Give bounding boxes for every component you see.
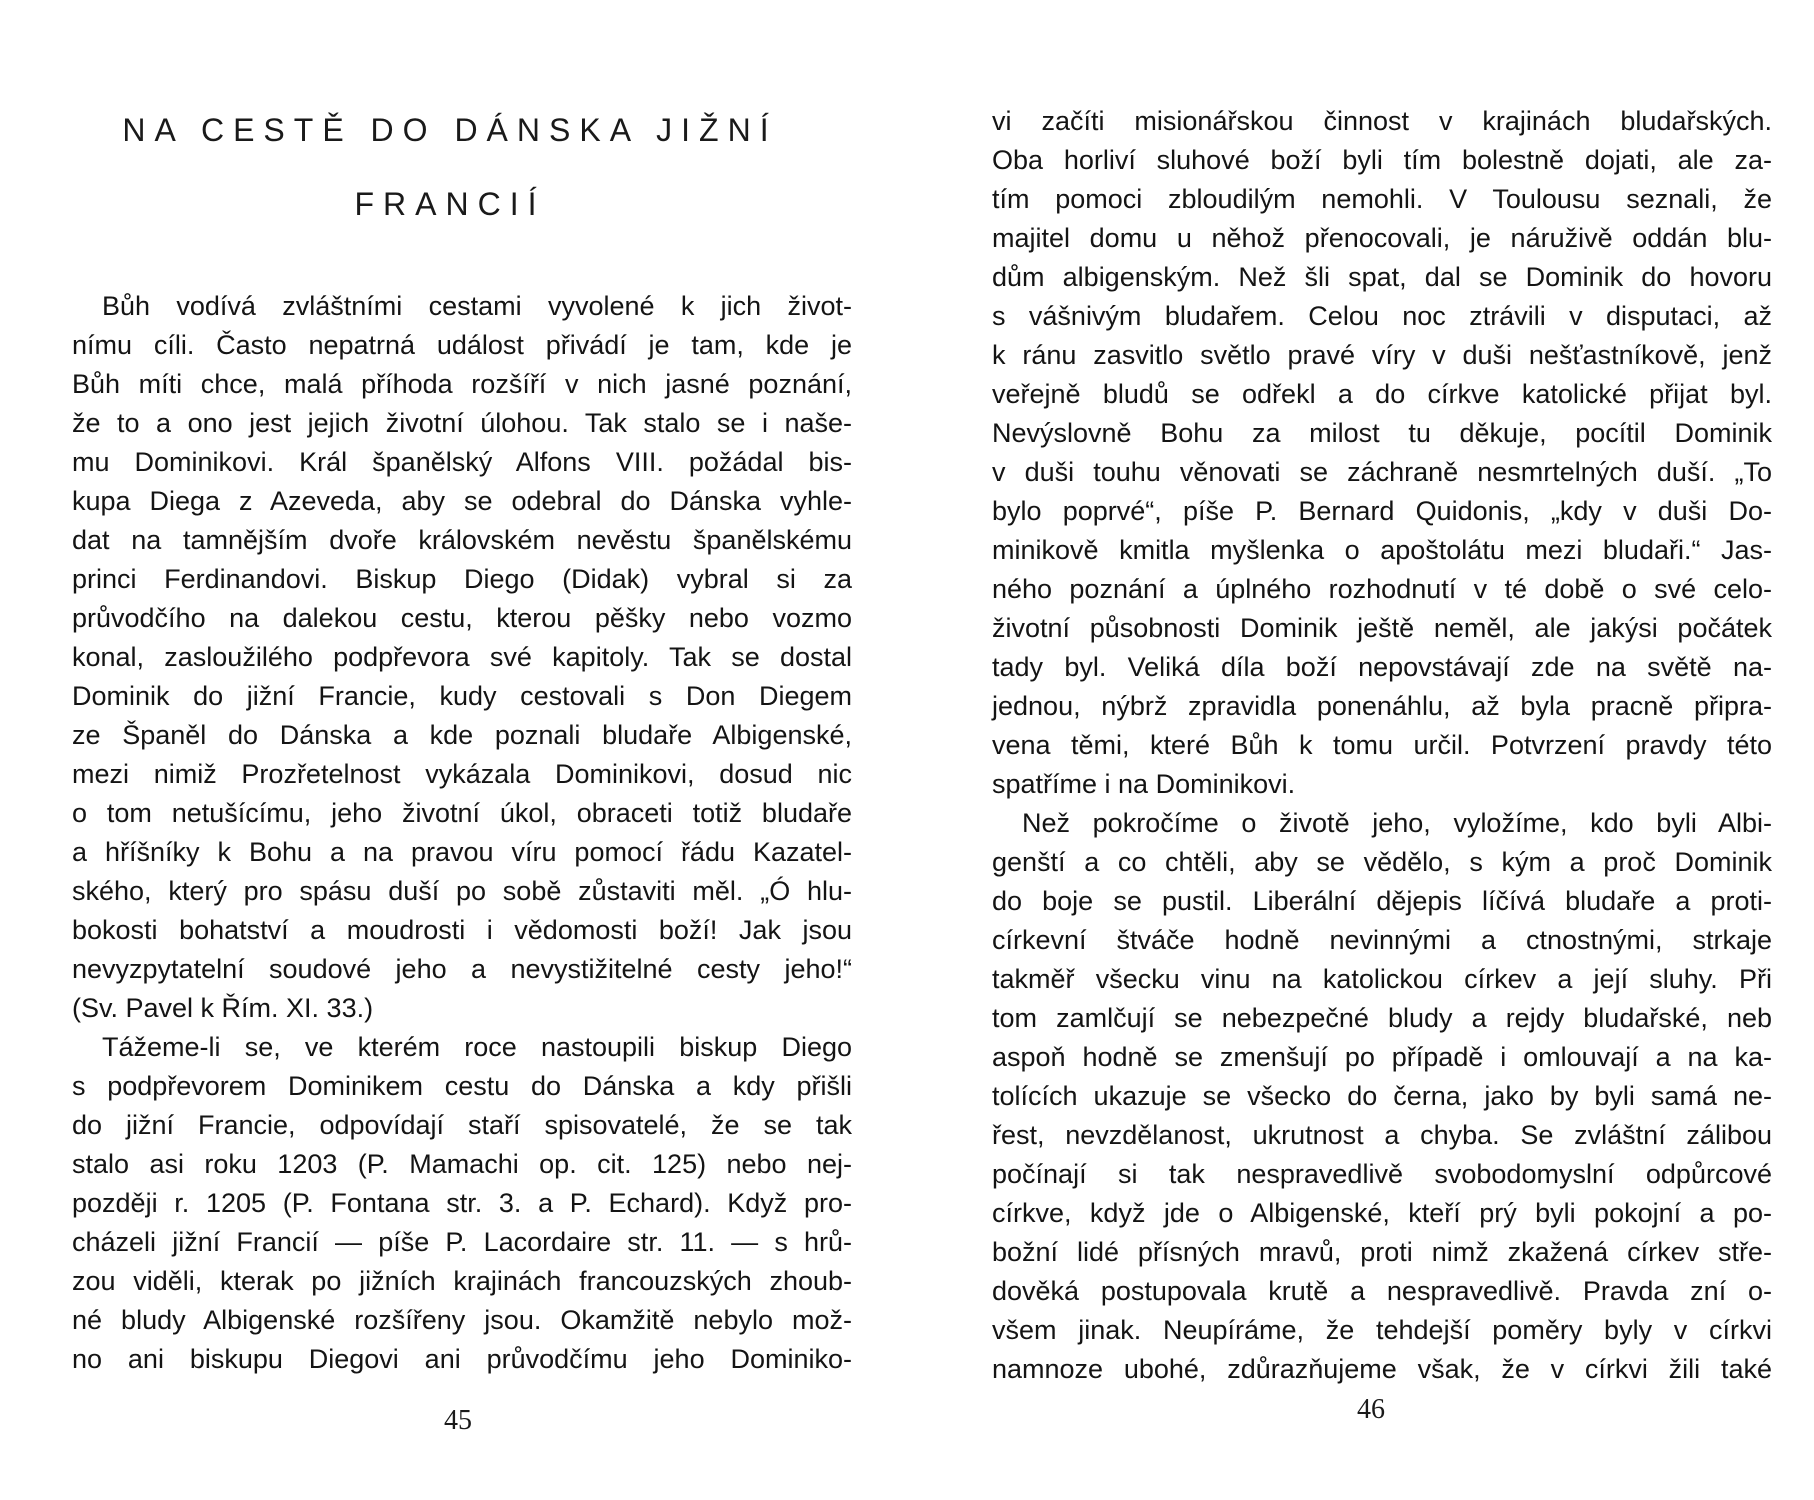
text-line: zou viděli, kterak po jižních krajinách francouzských zhoub- <box>72 1266 852 1296</box>
text-line: Bůh míti chce, malá příhoda rozšíří v nich jasné poznání, <box>72 369 852 399</box>
text-line: církve, když jde o Albigenské, kteří prý byli pokojní a po- <box>992 1198 1772 1228</box>
chapter-title-line-2: FRANCIÍ <box>354 186 546 222</box>
text-line: ského, který pro spásu duší po sobě zůstaviti měl. „Ó hlu- <box>72 876 852 906</box>
text-line: Tážeme-li se, ve kterém roce nastoupili biskup Diego <box>102 1032 852 1062</box>
text-line: do jižní Francie, odpovídají staří spisovatelé, že se tak <box>72 1110 852 1140</box>
text-line: takměř všecku vinu na katolickou církev a její sluhy. Při <box>992 964 1772 994</box>
text-line: Než pokročíme o životě jeho, vyložíme, kdo byli Albi- <box>1022 808 1772 838</box>
text-line: Dominik do jižní Francie, kudy cestovali s Don Diegem <box>72 681 852 711</box>
text-line: genští a co chtěli, aby se vědělo, s kým a proč Dominik <box>992 847 1772 877</box>
text-line: kupa Diega z Azeveda, aby se odebral do Dánska vyhle- <box>72 486 852 516</box>
text-line: princi Ferdinandovi. Biskup Diego (Didak) vybral si za <box>72 564 852 594</box>
text-line: bokosti bohatství a moudrosti i vědomosti boží! Jak jsou <box>72 915 852 945</box>
text-line: životní působnosti Dominik ještě neměl, ale jakýsi počátek <box>992 613 1772 643</box>
left-page-body-text <box>72 287 852 1379</box>
text-line: dověká postupovala krutě a nespravedlivě. Pravda zní o- <box>992 1276 1772 1306</box>
page-number-right: 46 <box>1357 1394 1385 1425</box>
text-line: minikově kmitla myšlenka o apoštolátu mezi bludaři.“ Jas- <box>992 535 1772 565</box>
text-line: k ránu zasvitlo světlo pravé víry v duši nešťastníkově, jenž <box>992 340 1772 370</box>
text-line: nímu cíli. Často nepatrná událost přivádí je tam, kde je <box>72 330 852 360</box>
text-line: majitel domu u něhož přenocovali, je náruživě oddán blu- <box>992 223 1772 253</box>
text-line: s vášnivým bludařem. Celou noc ztrávili v disputaci, až <box>992 301 1772 331</box>
text-line: vi začíti misionářskou činnost v krajinách bludařských. <box>992 106 1772 136</box>
text-line: dat na tamnějším dvoře královském nevěstu španělskému <box>72 525 852 555</box>
text-line: do boje se pustil. Liberální dějepis líčívá bludaře a proti- <box>992 886 1772 916</box>
text-line: že to a ono jest jejich životní úlohou. Tak stalo se i naše- <box>72 408 852 438</box>
text-line: řest, nevzdělanost, ukrutnost a chyba. Se zvláštní zálibou <box>992 1120 1772 1150</box>
text-line: tady byl. Veliká díla boží nepovstávají zde na světě na- <box>992 652 1772 682</box>
chapter-title-line-1: NA CESTĚ DO DÁNSKA JIŽNÍ <box>122 112 778 148</box>
text-line: tím pomoci zbloudilým nemohli. V Toulousu seznali, že <box>992 184 1772 214</box>
text-line: vena těmi, které Bůh k tomu určil. Potvrzení pravdy této <box>992 730 1772 760</box>
text-line: v duši touhu věnovati se záchraně nesmrtelných duší. „To <box>992 457 1772 487</box>
text-line: tolících ukazuje se všecko do černa, jako by byli samá ne- <box>992 1081 1772 1111</box>
text-line: tom zamlčují se nebezpečné bludy a rejdy bludařské, neb <box>992 1003 1772 1033</box>
text-line: veřejně bludů se odřekl a do církve katolické přijat byl. <box>992 379 1772 409</box>
text-line: bylo poprvé“, píše P. Bernard Quidonis, „kdy v duši Do- <box>992 496 1772 526</box>
text-line: Bůh vodívá zvláštními cestami vyvolené k jich život- <box>102 291 852 321</box>
text-line: stalo asi roku 1203 (P. Mamachi op. cit. 125) nebo nej- <box>72 1149 852 1179</box>
text-line: jednou, nýbrž zpravidla ponenáhlu, až byla pracně připra- <box>992 691 1772 721</box>
text-line: dům albigenským. Než šli spat, dal se Dominik do hovoru <box>992 262 1772 292</box>
text-line: o tom netušícímu, jeho životní úkol, obraceti totiž bludaře <box>72 798 852 828</box>
right-page <box>920 0 1814 1500</box>
right-page-body-text <box>992 102 1772 1389</box>
text-line: no ani biskupu Diegovi ani průvodčímu jeho Dominiko- <box>72 1344 852 1374</box>
text-line: s podpřevorem Dominikem cestu do Dánska a kdy přišli <box>72 1071 852 1101</box>
text-line: mezi nimiž Prozřetelnost vykázala Dominikovi, dosud nic <box>72 759 852 789</box>
text-line: konal, zasloužilého podpřevora své kapitoly. Tak se dostal <box>72 642 852 672</box>
text-line: mu Dominikovi. Král španělský Alfons VIII. požádal bis- <box>72 447 852 477</box>
text-line: později r. 1205 (P. Fontana str. 3. a P. Echard). Když pro- <box>72 1188 852 1218</box>
text-line: počínají si tak nespravedlivě svobodomyslní odpůrcové <box>992 1159 1772 1189</box>
text-line: (Sv. Pavel k Řím. XI. 33.) <box>72 993 374 1023</box>
text-line: církevní štváče hodně nevinnými a ctnostnými, strkaje <box>992 925 1772 955</box>
text-line: namnoze ubohé, zdůrazňujeme však, že v církvi žili také <box>992 1354 1772 1384</box>
text-line: ze Španěl do Dánska a kde poznali bludaře Albigenské, <box>72 720 852 750</box>
text-line: Nevýslovně Bohu za milost tu děkuje, pocítil Dominik <box>992 418 1772 448</box>
text-line: božní lidé přísných mravů, proti nimž zkažená církev stře- <box>992 1237 1772 1267</box>
text-line: Oba horliví sluhové boží byli tím bolestně dojati, ale za- <box>992 145 1772 175</box>
text-line: cházeli jižní Francií — píše P. Lacordaire str. 11. — s hrů- <box>72 1227 852 1257</box>
text-line: né bludy Albigenské rozšířeny jsou. Okamžitě nebylo mož- <box>72 1305 852 1335</box>
text-line: ného poznání a úplného rozhodnutí v té době o své celo- <box>992 574 1772 604</box>
page-number-left: 45 <box>444 1405 472 1436</box>
text-line: nevyzpytatelní soudové jeho a nevystižitelné cesty jeho!“ <box>72 954 852 984</box>
text-line: průvodčího na dalekou cestu, kterou pěšky nebo vozmo <box>72 603 852 633</box>
text-line: aspoň hodně se zmenšují po případě i omlouvají a na ka- <box>992 1042 1772 1072</box>
text-line: spatříme i na Dominikovi. <box>992 769 1296 799</box>
text-line: všem jinak. Neupíráme, že tehdejší poměry byly v církvi <box>992 1315 1772 1345</box>
text-line: a hříšníky k Bohu a na pravou víru pomocí řádu Kazatel- <box>72 837 852 867</box>
